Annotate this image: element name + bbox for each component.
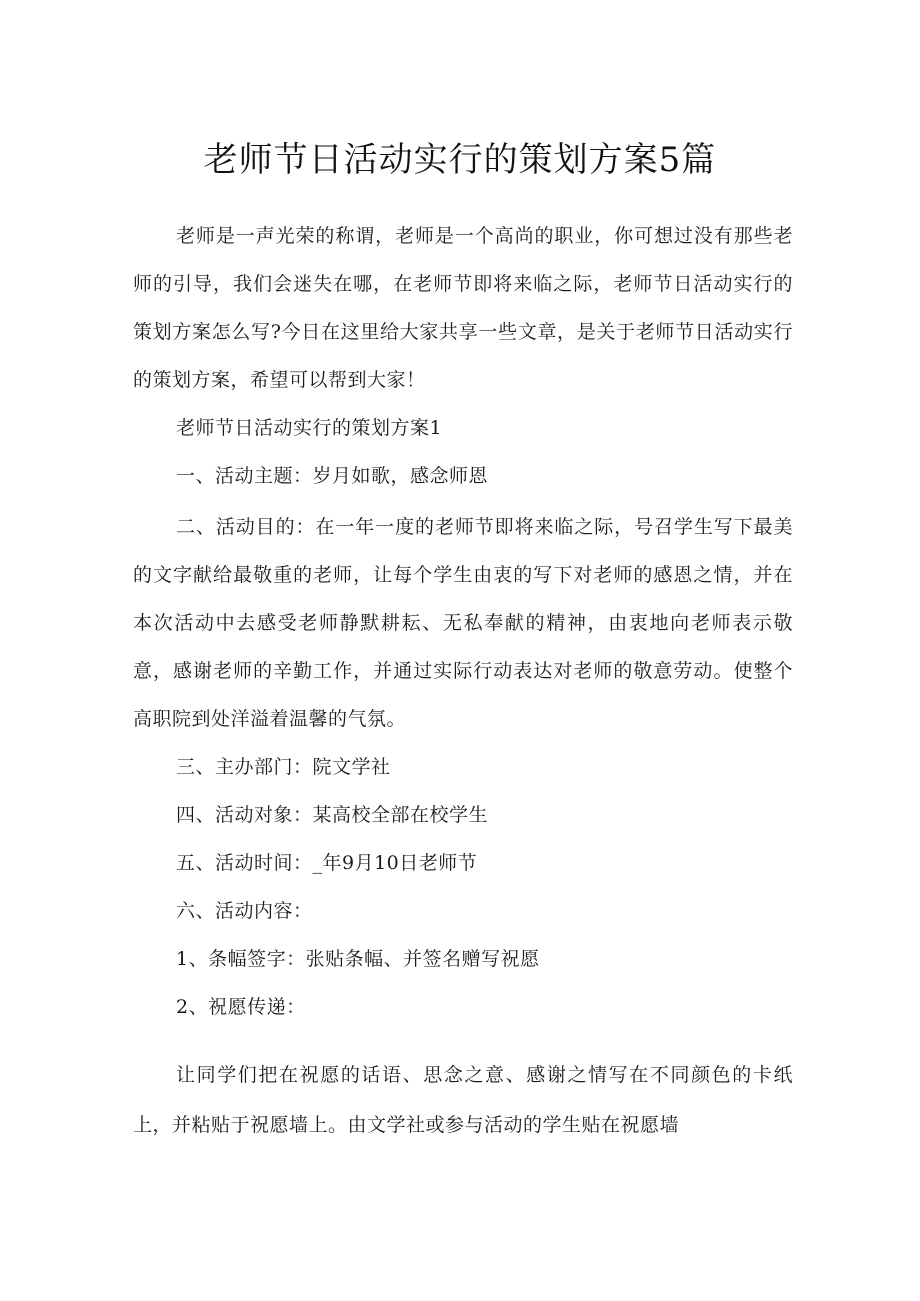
section-heading: 老师节日活动实行的策划方案1 xyxy=(176,417,443,439)
item-time: 五、活动时间：_年9月10日老师节 xyxy=(176,852,478,874)
closing-paragraph: 让同学们把在祝愿的话语、思念之意、感谢之情写在不同颜色的卡纸上，并粘贴于祝愿墙上。由文学社或参与活动的学生贴在祝愿墙 xyxy=(133,1064,793,1136)
item-content: 六、活动内容： xyxy=(176,900,313,922)
item-target: 四、活动对象：某高校全部在校学生 xyxy=(176,804,489,826)
item-theme: 一、活动主题：岁月如歌，感念师恩 xyxy=(176,465,489,487)
item-organizer: 三、主办部门：院文学社 xyxy=(176,756,391,778)
item-purpose: 二、活动目的：在一年一度的老师节即将来临之际，号召学生写下最美的文字献给最敬重的老师，让每个学生由衷的写下对老师的感恩之情，并在本次活动中去感受老师静默耕耘、无私奉献的精神，由衷地向老师表示敬意，感谢老师的辛勤工作，并通过实际行动表达对老师的敬意劳动。使整个高职院到处洋溢着温馨的气氛。 xyxy=(133,516,793,730)
sub-item-1: 1、条幅签字：张贴条幅、并签名赠写祝愿 xyxy=(176,948,540,970)
document-title: 老师节日活动实行的策划方案5篇 xyxy=(203,140,717,180)
sub-item-2: 2、祝愿传递： xyxy=(176,996,306,1018)
intro-paragraph: 老师是一声光荣的称谓，老师是一个高尚的职业，你可想过没有那些老师的引导，我们会迷失在哪，在老师节即将来临之际，老师节日活动实行的策划方案怎么写?今日在这里给大家共享一些文章，是关于老师节日活动实行的策划方案，希望可以帮到大家！ xyxy=(133,225,793,391)
